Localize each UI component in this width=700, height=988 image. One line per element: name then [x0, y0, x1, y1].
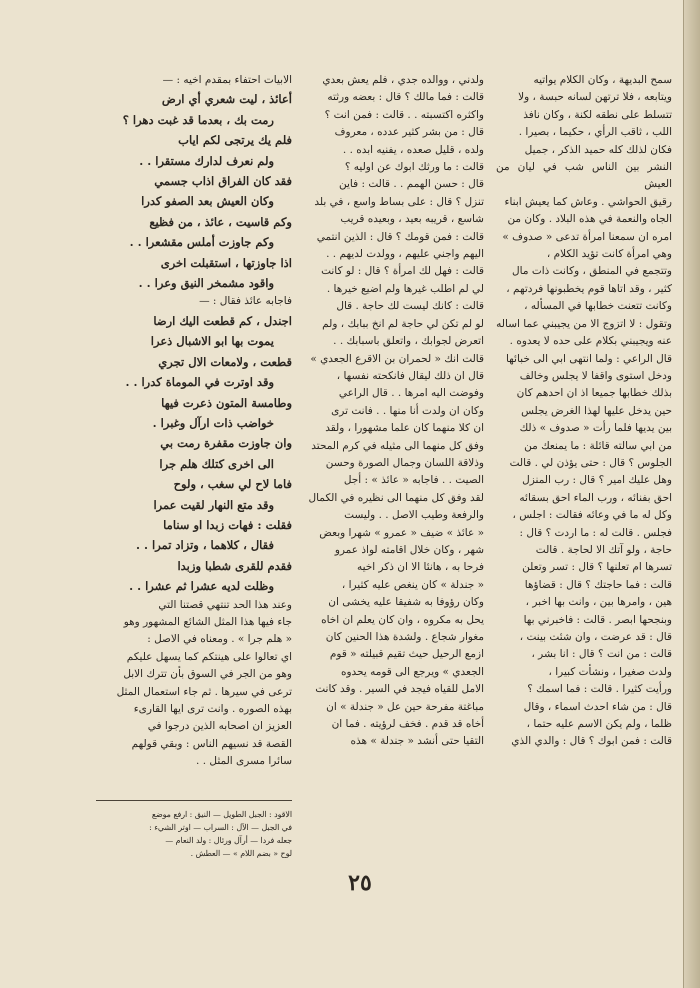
text-line: فرحا به ، هانئا الا ان ذكر اخيه — [356, 561, 484, 574]
text-line: وكانت تتعنت خطابها في المسأله ، — [524, 300, 672, 313]
text-line: اي تعالوا على هينتكم كما يسهل عليكم — [126, 650, 292, 663]
text-line: بهذه الصوره . وانت ترى ايها القارىء — [133, 703, 292, 715]
text-line: قال : من شاء احدث اسماء ، وقال — [523, 700, 672, 713]
text-line: وكان ان ولدت أنا منها . . فانت ترى — [331, 404, 484, 417]
text-line: « جندلة » كان ينغص عليه كثيرا ، — [341, 578, 484, 591]
text-line: سمح البديهة ، وكان الكلام يواتيه — [533, 74, 672, 86]
poem-verse: قطعت ، ولامعات الال تجري — [158, 354, 292, 369]
poem-jandala — [96, 89, 292, 293]
footnote-divider — [96, 800, 292, 801]
text-line: النشر بين الناس شب في ليان من العيش — [496, 161, 672, 191]
text-line: حين يدخل عليها لهذا الغرض يجلس — [521, 404, 672, 417]
text-line: قال : من بشر كثير عدده ، معروف — [334, 126, 484, 139]
poem-verse: وظلت لديه عشرا ثم عشرا . . — [129, 579, 274, 594]
text-line: ان كلا منهما كان علما مشهورا ، ولقد — [325, 422, 484, 435]
column-right — [496, 72, 672, 882]
text-line: لقد وفق كل منهما الى نظيره في الكمال — [308, 491, 484, 504]
text-line: تتسلط على نطقه لكنة ، وكان نافذ — [523, 108, 672, 121]
text-line: وعند هذا الحد تنتهي قصتنا التي — [158, 598, 292, 611]
text-line: الجلوس ؟ قال : حتى يؤذن لي . قالت — [509, 456, 672, 469]
poem-intro: الابيات احتفاء بمقدم اخيه : — — [162, 74, 292, 86]
text-line: قال ان ذلك ليقال فانكحته نفسها ، — [336, 369, 484, 382]
text-line: قال : قد عرضت ، وان شئت بينت ، — [519, 631, 672, 643]
text-line: امره ان سمعنا امرأة تدعى « صدوف » — [502, 230, 672, 243]
footnote-line: في الجبل — الآل : السراب — اوتر الشيء : — [149, 823, 292, 832]
text-line: حاجة ، ولو آتك الا لحاجة . قالت — [535, 543, 672, 556]
page-spine-edge — [683, 0, 700, 988]
poem-verse: الى اخرى كتلك هلم جرا — [159, 456, 274, 471]
poem-verse: وكم قاسيت ، عائذ ، من فظيع — [149, 214, 292, 229]
text-line: وفق كل منهما الى مثيله في كرم المحتد — [311, 439, 484, 452]
poem-verse: فقدم للقرى شطبا وزبدا — [177, 558, 292, 573]
text-line: قالت : فمن قومك ؟ قال : الذين انتمي — [316, 230, 484, 243]
text-line: واكثره اكتسبته . . قالت : فمن انت ؟ — [324, 108, 484, 121]
text-line: ترعى في سيرها . ثم جاء استعمال المثل — [116, 685, 292, 698]
text-line: وهو من الجر في السوق بأن تترك الابل — [123, 668, 292, 681]
column-middle — [300, 72, 484, 892]
poem-verse: وان جاوزت مقفرة رمت بي — [160, 436, 292, 451]
poem-aidh — [96, 311, 292, 597]
text-line: اتعرض لجوابك ، واتعلق باسبابك . . — [333, 335, 484, 348]
text-line: كثير ، وقد اتاها قوم يخطبونها فردتهم ، — [506, 282, 672, 295]
text-line: وتتجمع في المنطق ، وكانت ذات مال — [512, 265, 672, 278]
text-line: قال الراعي : ولما انتهى ابي الى خبائها — [505, 352, 672, 365]
text-line: مغوار شجاع . ولشدة هذا الحنين كان — [325, 631, 484, 643]
text-line: الصيت . . فاجابه « عائذ » : أجل — [343, 474, 484, 487]
text-line: قالت : ما ورثك ابوك عن اوليه ؟ — [344, 161, 484, 174]
poem-verse: خواضب ذات ارآل وغبرا . — [152, 415, 274, 430]
text-line: لو لم تكن لي حاجة لم انخ ببابك ، ولم — [322, 317, 484, 330]
poem-verse: ولم نعرف لدارك مستقرا . . — [139, 153, 274, 168]
poem-verse: فلم يك يرتجى لكم اياب — [178, 133, 292, 148]
text-line: التقيا حتى أنشد « جندلة » هذه — [350, 735, 484, 748]
text-line: اليهم واجني عليهم ، وولدت لديهم . . — [326, 248, 484, 261]
text-line: جاء فيها هذا المثل الشائع المشهور وهو — [123, 615, 292, 628]
text-line: وهي امرأة كانت تؤيد الكلام ، — [546, 248, 672, 261]
poem-verse: وكان العيش بعد الصفو كدرا — [141, 194, 274, 209]
text-line: احق بفنائه ، ورب الماء احق بسقائه — [519, 491, 672, 504]
text-line: اللب ، ثاقب الرأي ، حكيما ، بصيرا . — [518, 126, 672, 139]
poem-verse: وقد متع النهار لقيت عمرا — [153, 497, 274, 512]
text-line: ودخل استوى واقفا لا يجلس وخالف — [519, 369, 672, 382]
text-line: « هلم جرا » . ومعناه في الاصل : — [147, 633, 292, 646]
text-line: ولدت صغيرا ، ونشأت كبيرا ، — [548, 665, 672, 678]
poem-verse: واقود مشمخر النيق وعرا . . — [138, 276, 274, 291]
text-line: فجلس . قالت له : ما اردت ؟ قال : — [519, 526, 672, 539]
column-left — [96, 72, 292, 832]
poem-verse: وطامسة المتون ذعرت فيها — [161, 395, 292, 410]
text-line: تسرها ام تعلنها ؟ قال : تسر وتعلن — [522, 561, 672, 574]
text-line: الامل للقياه فيجد في السير . وقد كانت — [315, 683, 484, 696]
text-line: تنزل ؟ قال : على بساط واسع ، في بلد — [314, 195, 484, 208]
text-line: ويتابعه ، فلا ترتهن لسانه حبسة ، ولا — [518, 91, 672, 104]
footnote-line: جعله فردا — أرآل ورئال : ولد النعام — — [165, 836, 292, 845]
text-line: ورأيت كثيرا . قالت : فما اسمك ؟ — [527, 683, 672, 696]
text-line: وفوضت اليه امرها . . قال الراعي — [338, 387, 484, 400]
poem-verse: وقد اوترت في الموماة كدرا . . — [125, 375, 274, 390]
footnote-line: لوح « بضم اللام » — العطش . — [190, 849, 292, 858]
text-line: وبنجحها ابصر . قالت : فاخبرني بها — [523, 613, 672, 626]
footnotes — [96, 808, 292, 876]
text-line: ظلما ، ولم يكن الاسم عليه حتما ، — [526, 718, 672, 731]
text-line: « عائذ » ضيف « عمرو » شهرا وبعض — [319, 526, 484, 539]
text-line: ولده ، قليل صعده ، يفنيه ابده . . — [342, 143, 484, 156]
text-line: قالت : كانك ليست لك حاجة . قال — [336, 300, 484, 313]
text-line: هين ، وامرها بين ، وانت بها اخبر ، — [525, 596, 672, 609]
text-line: قالت : فما مالك ؟ قال : بعضه ورثته — [327, 91, 484, 104]
text-line: وكان رؤوفا به شفيقا عليه يخشى ان — [328, 596, 484, 609]
text-line: قالت : فمن ابوك ؟ قال : والدي الذي — [511, 735, 672, 748]
text-line: القصة قد نسيهم الناس : وبقي قولهم — [131, 737, 292, 750]
poem-verse: فقلت : فهات زبدا او سناما — [163, 517, 292, 532]
text-line: وهل عليك امير ؟ قال : رب المنزل — [522, 474, 672, 487]
text-line: رقيق الحواشي . وعاش كما يعيش ابناء — [504, 195, 672, 208]
footnote-line: الاقود : الجبل الطويل — النيق : ارفع موضع — [151, 810, 292, 819]
poem-verse: فاما لاح لي سغب ، ولوح — [173, 477, 292, 492]
poem-verse: رمت بك ، بعدما قد غبت دهرا ؟ — [122, 112, 274, 127]
text-line: أخاه قد قدم . فخف لرؤيته . فما ان — [331, 718, 484, 731]
text-line: والرفعة وطيب الاصل . . وليست — [344, 509, 484, 522]
poem-verse: يموت بها ابو الاشبال ذعرا — [150, 334, 274, 349]
text-line: عنه ويجيبني بكلام على حده لا يعدوه . — [509, 335, 672, 348]
text-line: وتقول : لا اتزوج الا من يجيبني عما اساله — [496, 317, 672, 330]
text-line: قالت انك « لحمران بن الاقرع الجعدي » — [310, 352, 484, 365]
text-line: بذلك خطابها جميعا اذ ان احدهم كان — [516, 387, 672, 400]
text-line: الجاه والنعمة في هذه البلاد . وكان من — [507, 213, 672, 226]
text-line: لي لم اطلب غيرها ولم اضيع خيرها . — [326, 282, 484, 295]
text-line: مباغتة مفرحة حين عل « جندلة » ان — [326, 700, 484, 713]
closing-prose — [96, 597, 292, 771]
text-line: وذلاقة اللسان وجمال الصورة وحسن — [325, 456, 484, 469]
page-number: ٢٥ — [348, 870, 372, 896]
text-line: فكان لذلك كله حميد الذكر ، جميل — [524, 143, 672, 156]
text-line: قال : حسن الهمم . . قالت : فاين — [338, 178, 484, 191]
text-line: شاسع ، قريبه بعيد ، وبعيده قريب — [340, 213, 484, 226]
poem-verse: اجندل ، كم قطعت اليك ارضا — [153, 313, 292, 328]
text-line: بين يديها فلما رأت « صدوف » ذلك — [519, 422, 672, 435]
poem-verse: وكم جاوزت أملس مقشعرا . . — [129, 235, 274, 250]
poem-verse: أعائذ ، ليت شعري أي ارض — [161, 92, 292, 107]
text-line: الجعدي » ويرجع الى قومه يحدوه — [340, 665, 484, 678]
poem-reply-intro: فاجابه عائذ فقال : — — [199, 295, 292, 308]
text-line: يحل به مكروه ، وان كان يعلم ان اخاه — [321, 613, 484, 626]
text-line: العزيز ان اصحابه الذين درجوا في — [147, 720, 292, 733]
text-line: ازمع الرحيل حيث تقيم قبيلته « قوم — [329, 648, 484, 661]
poem-verse: فقال ، كلاهما ، وتزاد تمرا . . — [136, 538, 274, 553]
text-line: قالت : فما حاجتك ؟ قال : قضاؤها — [524, 578, 672, 591]
text-line: ولدني ، ووالده جدي ، فلم يعش بعدي — [322, 74, 484, 86]
text-line: قالت : من انت ؟ قال : انا بشر ، — [531, 648, 672, 661]
text-line: شهر ، وكان خلال اقامته لواذ عمرو — [334, 543, 484, 556]
poem-verse: اذا جاوزتها ، استقبلت اخرى — [160, 255, 292, 270]
text-line: وكل له ما في وعائه فقالت : اجلس ، — [512, 509, 672, 522]
text-line: قالت : فهل لك امرأة ؟ قال : لو كانت — [321, 265, 484, 278]
poem-verse: فقد كان الفراق اذاب جسمي — [154, 174, 292, 189]
text-line: من ابي سالته قائلة : ما يمنعك من — [524, 439, 672, 452]
text-line: سائرا مسرى المثل . . — [196, 755, 292, 768]
